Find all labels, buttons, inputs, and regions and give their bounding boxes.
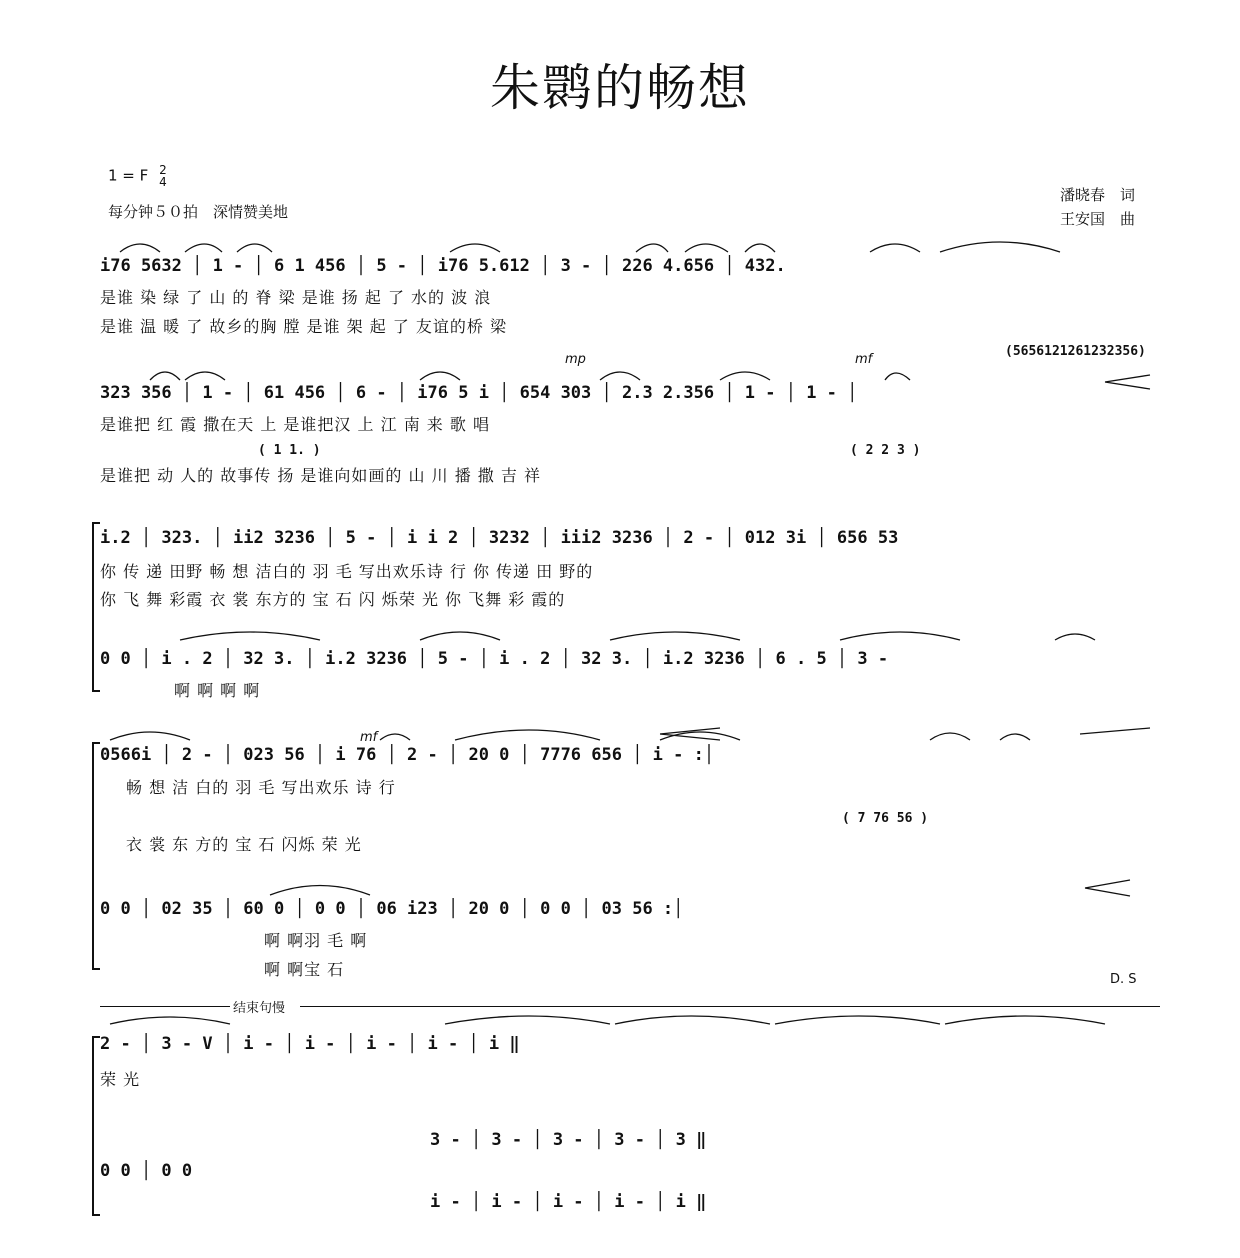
lyricist: 潘晓春 词 <box>1060 186 1136 204</box>
alt-notes-2: ( 2 2 3 ) <box>850 443 921 458</box>
system3-lyrics-verse2: 你 飞 舞 彩霞 衣 裳 东方的 宝 石 闪 烁荣 光 你 飞舞 彩 霞的 <box>100 590 566 609</box>
system1-notes: i76 5632 │ 1 - │ 6 1 456 │ 5 - │ i76 5.612 │ 3 - │ 226 4.656 │ 432. <box>100 256 786 276</box>
system5-lyrics: 荣 光 <box>100 1070 141 1089</box>
system5-harmony-rests: 0 0 │ 0 0 <box>100 1161 193 1181</box>
tempo-marking: 每分钟５０拍 深情赞美地 <box>108 203 289 221</box>
system4-harmony-lyrics-1: 啊 啊羽 毛 啊 <box>264 931 368 950</box>
system3-lyrics-verse1: 你 传 递 田野 畅 想 洁白的 羽 毛 写出欢乐诗 行 你 传递 田 野的 <box>100 562 594 581</box>
system1-lyrics-verse2: 是谁 温 暖 了 故乡的胸 膛 是谁 架 起 了 友谊的桥 梁 <box>100 317 507 336</box>
time-sig-top: 2 <box>159 163 167 177</box>
system3-notes: i.2 │ 323. │ ii2 3236 │ 5 - │ i i 2 │ 3232 │ iii2 3236 │ 2 - │ 012 3i │ 656 53 <box>100 528 899 548</box>
ending-label: 结束句慢 <box>233 1001 286 1016</box>
dynamic-mf: mf <box>855 352 873 367</box>
system2-notes: 323 356 │ 1 - │ 61 456 │ 6 - │ i76 5 i │ 654 303 │ 2.3 2.356 │ 1 - │ 1 - │ <box>100 383 858 403</box>
dal-segno-mark: D. S <box>1110 972 1137 987</box>
score-title: 朱鹮的畅想 <box>490 59 750 117</box>
system4-harmony-lyrics-2: 啊 啊宝 石 <box>264 960 345 979</box>
dynamic-mf-2: mf <box>360 730 378 745</box>
time-sig-bottom: 4 <box>159 175 167 189</box>
system4-harmony-notes: 0 0 │ 02 35 │ 60 0 │ 0 0 │ 06 i23 │ 20 0 │ 0 0 │ 03 56 :│ <box>100 899 684 919</box>
system4-notes: 0566i │ 2 - │ 023 56 │ i 76 │ 2 - │ 20 0 │ 7776 656 │ i - :│ <box>100 745 715 765</box>
system1-lyrics-verse1: 是谁 染 绿 了 山 的 脊 梁 是谁 扬 起 了 水的 波 浪 <box>100 288 492 307</box>
alt-notes-3: ( 7 76 56 ) <box>842 811 929 826</box>
system2-lyrics-verse1: 是谁把 红 霞 撒在天 上 是谁把汉 上 江 南 来 歌 唱 <box>100 415 490 434</box>
system5-notes: 2 - │ 3 - V │ i - │ i - │ i - │ i - │ i ‖ <box>100 1034 520 1054</box>
system3-harmony-notes: 0 0 │ i . 2 │ 32 3. │ i.2 3236 │ 5 - │ i . 2 │ 32 3. │ i.2 3236 │ 6 . 5 │ 3 - <box>100 649 889 669</box>
composer: 王安国 曲 <box>1060 210 1136 228</box>
system5-harmony-lower: i - │ i - │ i - │ i - │ i ‖ <box>430 1192 707 1212</box>
system2-lyrics-verse2: 是谁把 动 人的 故事传 扬 是谁向如画的 山 川 播 撒 吉 祥 <box>100 466 541 485</box>
system5-harmony-upper: 3 - │ 3 - │ 3 - │ 3 - │ 3 ‖ <box>430 1130 707 1150</box>
system4-lyrics-verse2: 衣 裳 东 方的 宝 石 闪烁 荣 光 <box>126 835 362 854</box>
dynamic-mp: mp <box>565 352 586 367</box>
key-label: 1 = F <box>108 166 149 185</box>
system3-harmony-lyrics: 啊 啊 啊 啊 <box>174 681 261 700</box>
system4-lyrics-verse1: 畅 想 洁 白的 羽 毛 写出欢乐 诗 行 <box>126 778 396 797</box>
ornament-notes: (5656121261232356) <box>1005 344 1146 359</box>
alt-notes-1: ( 1 1. ) <box>258 443 321 458</box>
